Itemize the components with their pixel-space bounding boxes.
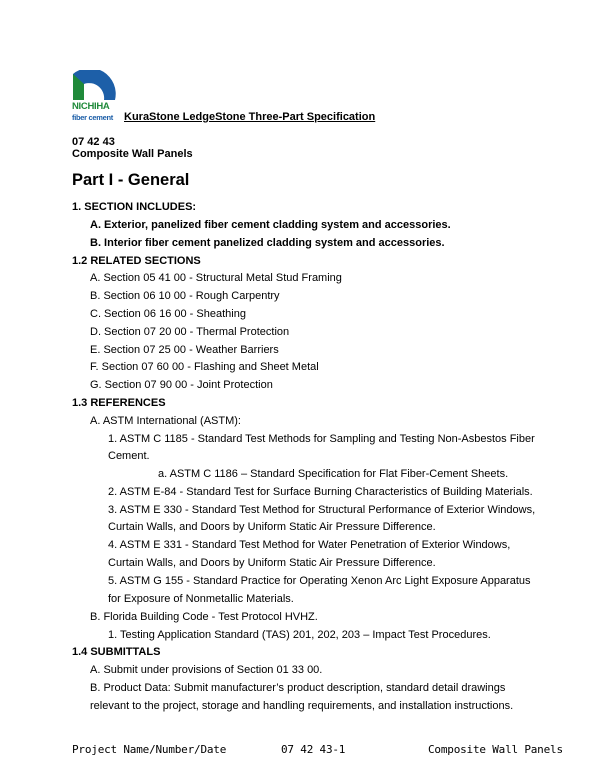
reference-item: 1. Testing Application Standard (TAS) 201, 202, 203 – Impact Test Procedures. <box>108 629 491 641</box>
section-includes-heading: 1. SECTION INCLUDES: <box>72 201 197 213</box>
reference-item: 3. ASTM E 330 - Standard Test Method for Structural Performance of Exterior Windows, <box>108 504 536 516</box>
reference-item-cont: Curtain Walls, and Doors by Uniform Static Air Pressure Difference. <box>108 521 436 533</box>
list-item: A. Section 05 41 00 - Structural Metal Stud Framing <box>90 272 342 284</box>
list-item: G. Section 07 90 00 - Joint Protection <box>90 379 273 391</box>
reference-item: 1. ASTM C 1185 - Standard Test Methods for Sampling and Testing Non-Asbestos Fiber <box>108 433 535 445</box>
reference-item: 2. ASTM E-84 - Standard Test for Surface Burning Characteristics of Building Materials. <box>108 486 533 498</box>
logo-text-brand: NICHIHA <box>72 101 110 112</box>
logo-text-tagline: fiber cement <box>72 113 113 122</box>
part-title: Part I - General <box>72 171 190 189</box>
section-number: 07 42 43 <box>72 136 115 148</box>
submittals-heading: 1.4 SUBMITTALS <box>72 646 161 658</box>
reference-item-cont: Curtain Walls, and Doors by Uniform Static Air Pressure Difference. <box>108 557 436 569</box>
submittal-item-cont: relevant to the project, storage and handling requirements, and installation instructions. <box>90 700 514 712</box>
reference-item-cont: for Exposure of Nonmetallic Materials. <box>108 593 294 605</box>
submittal-item: A. Submit under provisions of Section 01 33 00. <box>90 664 323 676</box>
references-heading: 1.3 REFERENCES <box>72 397 166 409</box>
list-item: E. Section 07 25 00 - Weather Barriers <box>90 344 279 356</box>
logo-arc-icon <box>71 70 119 102</box>
related-sections-heading: 1.2 RELATED SECTIONS <box>72 255 201 267</box>
reference-subitem: a. ASTM C 1186 – Standard Specification for Flat Fiber-Cement Sheets. <box>158 468 509 480</box>
list-item: B. Interior fiber cement panelized cladding system and accessories. <box>90 237 445 249</box>
reference-fbc: B. Florida Building Code - Test Protocol HVHZ. <box>90 611 318 623</box>
reference-item: 5. ASTM G 155 - Standard Practice for Operating Xenon Arc Light Exposure Apparatus <box>108 575 531 587</box>
list-item: B. Section 06 10 00 - Rough Carpentry <box>90 290 280 302</box>
section-name: Composite Wall Panels <box>72 148 193 160</box>
reference-item: 4. ASTM E 331 - Standard Test Method for Water Penetration of Exterior Windows, <box>108 539 511 551</box>
nichiha-logo <box>71 70 119 124</box>
list-item: A. Exterior, panelized fiber cement cladding system and accessories. <box>90 219 451 231</box>
list-item: F. Section 07 60 00 - Flashing and Sheet Metal <box>90 361 319 373</box>
list-item: C. Section 06 16 00 - Sheathing <box>90 308 246 320</box>
submittal-item: B. Product Data: Submit manufacturer’s product description, standard detail drawings <box>90 682 506 694</box>
footer-page-number: 07 42 43-1 <box>281 743 346 756</box>
footer-section-name: Composite Wall Panels <box>428 743 563 756</box>
document-title: KuraStone LedgeStone Three-Part Specification <box>124 111 376 123</box>
footer-project: Project Name/Number/Date <box>72 743 227 756</box>
reference-item-cont: Cement. <box>108 450 150 462</box>
reference-astm: A. ASTM International (ASTM): <box>90 415 241 427</box>
list-item: D. Section 07 20 00 - Thermal Protection <box>90 326 290 338</box>
